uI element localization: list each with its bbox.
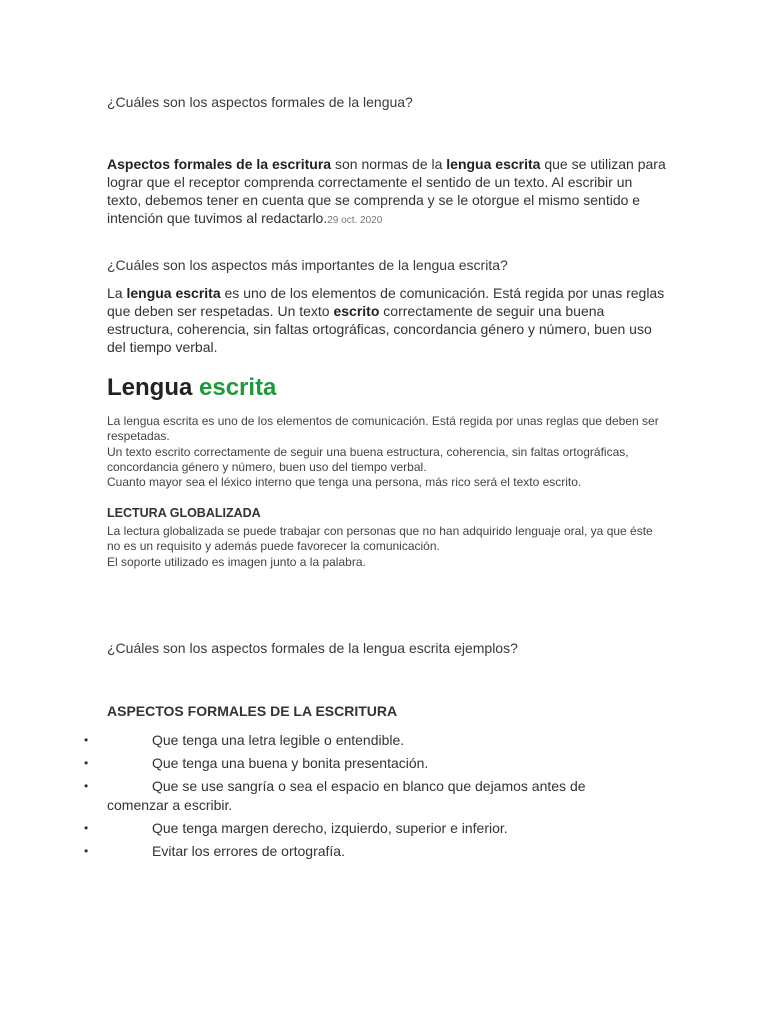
question-2: ¿Cuáles son los aspectos más importantes de la lengua escrita? bbox=[107, 257, 508, 273]
aspects-heading: ASPECTOS FORMALES DE LA ESCRITURA bbox=[107, 703, 398, 719]
bullet-marker: • bbox=[84, 821, 89, 835]
section-title-part: Lengua bbox=[107, 374, 193, 401]
list-item-text: Que tenga margen derecho, izquierdo, superior e inferior. bbox=[152, 820, 508, 836]
bullet-marker: • bbox=[84, 733, 89, 747]
section-title-highlight: escrita bbox=[199, 374, 277, 401]
list-item-text: Que tenga una buena y bonita presentación. bbox=[152, 755, 429, 771]
list-item-text: Evitar los errores de ortografía. bbox=[152, 843, 345, 859]
list-item-text: Que tenga una letra legible o entendible. bbox=[152, 732, 405, 748]
paragraph-text: son normas de la bbox=[331, 156, 447, 172]
question-1: ¿Cuáles son los aspectos formales de la lengua? bbox=[107, 94, 413, 110]
list-item bbox=[84, 842, 644, 861]
bullet-marker: • bbox=[84, 779, 89, 793]
question-3: ¿Cuáles son los aspectos formales de la lengua escrita ejemplos? bbox=[107, 640, 518, 656]
section-title bbox=[107, 372, 276, 404]
answer-paragraph-2 bbox=[107, 284, 667, 356]
paragraph-text: es uno de los elementos de comunicación. Está regida por unas reglas que deben ser respetadas. Un texto bbox=[107, 285, 665, 319]
list-item bbox=[84, 754, 644, 773]
date-stamp: 29 oct. 2020 bbox=[327, 215, 383, 226]
list-item bbox=[84, 777, 644, 815]
subsection-line-2: El soporte utilizado es imagen junto a la palabra. bbox=[107, 554, 366, 569]
section-line-2: Un texto escrito correctamente de seguir una buena estructura, coherencia, sin faltas ortográficas, concordancia género y número, buen uso del tiempo verbal. bbox=[107, 444, 629, 474]
section-line-3: Cuanto mayor sea el léxico interno que tenga una persona, más rico será el texto escrito. bbox=[107, 475, 582, 490]
aspects-list bbox=[84, 731, 644, 865]
subsection-line-1: La lectura globalizada se puede trabajar con personas que no han adquirido lenguaje oral, ya que éste no es un requisito y además puede favorecer la comunicación. bbox=[107, 524, 653, 554]
answer-paragraph-1 bbox=[107, 155, 667, 230]
bullet-marker: • bbox=[84, 756, 89, 770]
subheading-lectura-globalizada: LECTURA GLOBALIZADA bbox=[107, 506, 261, 520]
paragraph-text: correctamente de seguir una buena estructura, coherencia, sin faltas ortográficas, concordancia género y número, buen uso del tiempo verbal. bbox=[107, 303, 652, 355]
bold-term-lengua-escrita: lengua escrita bbox=[126, 285, 221, 301]
subsection-body bbox=[107, 524, 667, 570]
list-item bbox=[84, 731, 644, 750]
list-item bbox=[84, 819, 644, 838]
list-item-text: Que se use sangría o sea el espacio en blanco que dejamos antes de comenzar a escribir. bbox=[107, 778, 586, 813]
bold-term-lengua-escrita: lengua escrita bbox=[446, 156, 541, 172]
paragraph-text: La bbox=[107, 285, 127, 301]
bold-term-escrito: escrito bbox=[333, 303, 380, 319]
section-body bbox=[107, 414, 667, 490]
bullet-marker: • bbox=[84, 844, 89, 858]
paragraph-text: que se utilizan para lograr que el receptor comprenda correctamente el sentido de un texto. Al escribir un texto, debemos tener en cuenta que se comprenda y se le otorgue el mismo sentido e intención que tuvimos al redactarlo. bbox=[107, 156, 666, 226]
bold-term-aspectos: Aspectos formales de la escritura bbox=[107, 156, 332, 172]
section-line-1: La lengua escrita es uno de los elementos de comunicación. Está regida por unas reglas que deben ser respetadas. bbox=[107, 414, 659, 444]
